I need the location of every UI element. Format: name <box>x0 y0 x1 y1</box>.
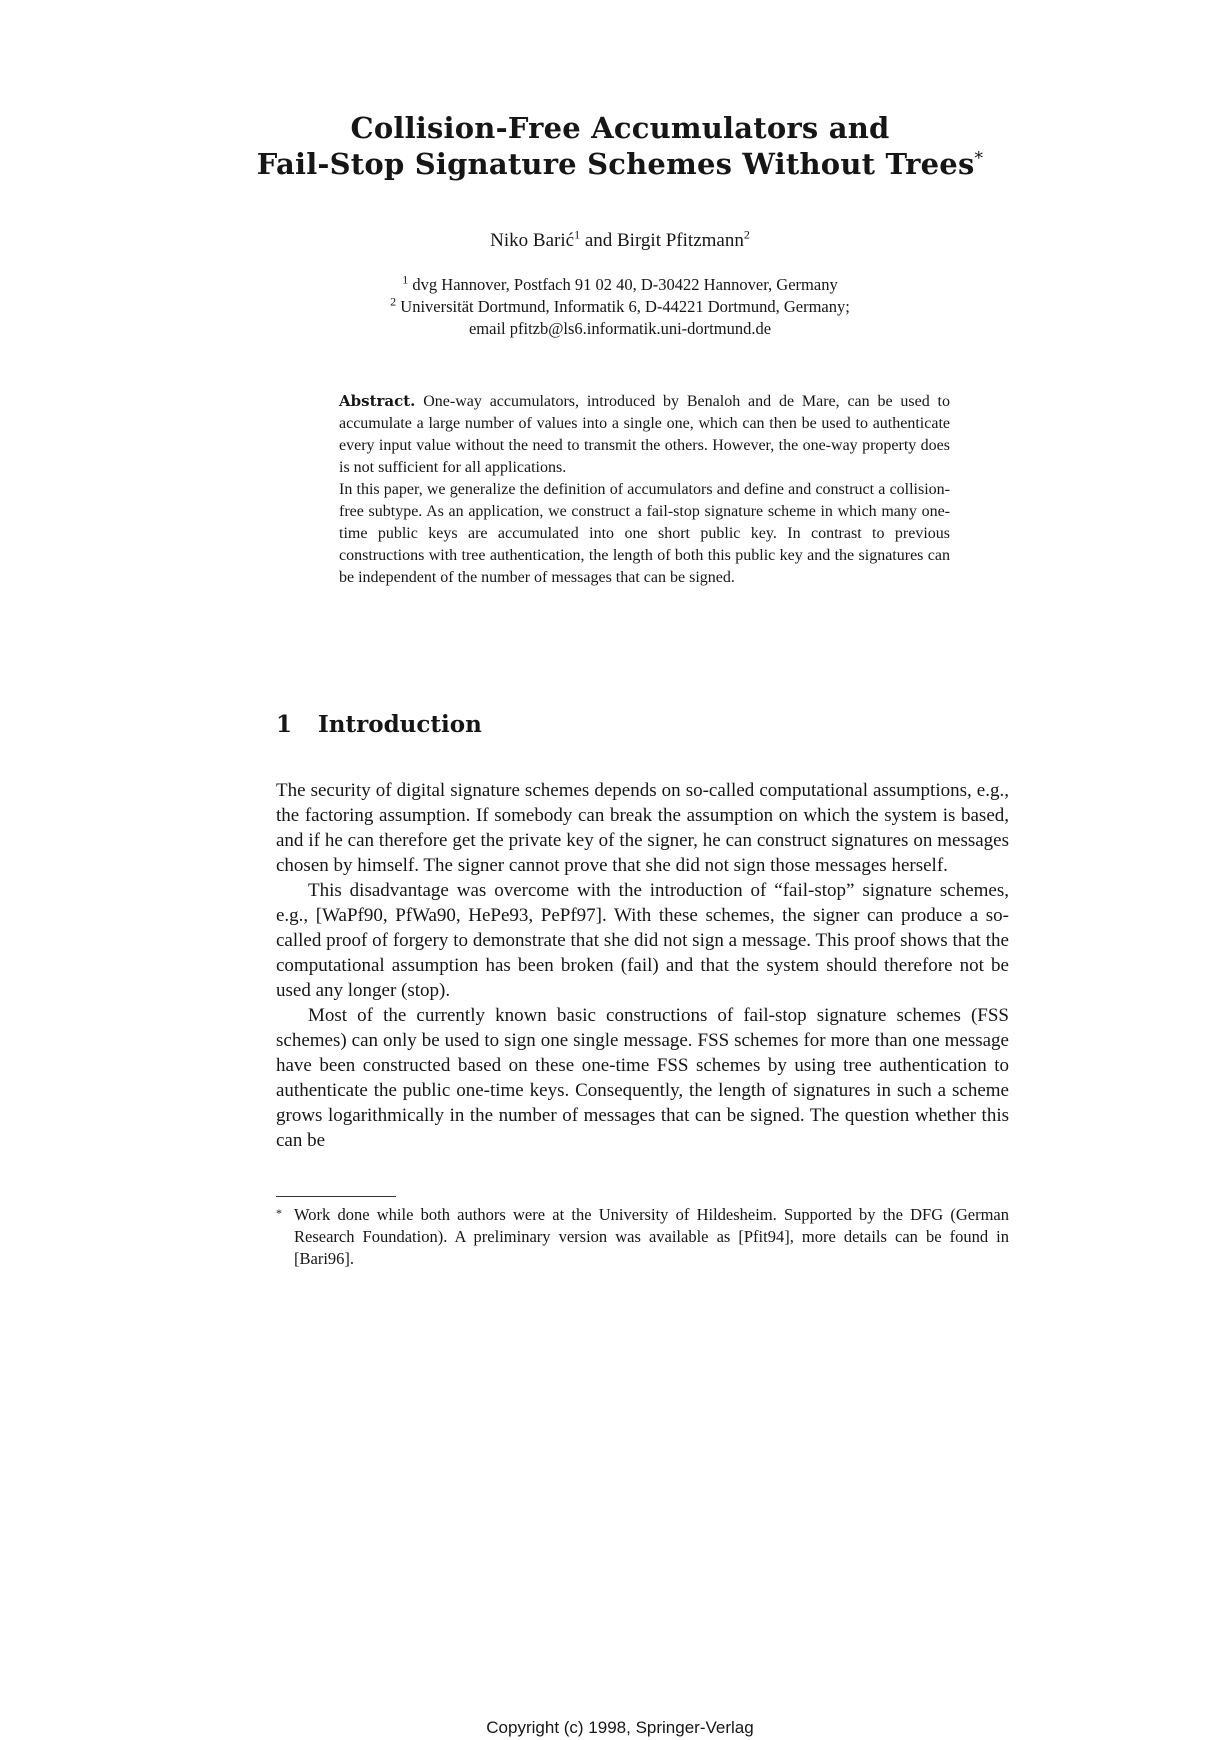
author-1-sup: 1 <box>574 227 581 242</box>
abstract <box>339 390 950 589</box>
affiliation-sup: 1 <box>402 272 409 287</box>
affiliation-line <box>240 296 1000 318</box>
affiliation-line <box>240 318 1000 340</box>
abstract-paragraph-2: In this paper, we generalize the definition of accumulators and define and construct a collision-free subtype. As an application, we construct a fail-stop signature scheme in which many one-time public keys are accumulated into one short public key. In contrast to previous constructions with tree authentication, the length of both this public key and the signatures can be independent of the number of messages that can be signed. <box>339 481 950 586</box>
affiliation-text: Universität Dortmund, Informatik 6, D-44221 Dortmund, Germany; <box>400 297 850 316</box>
abstract-text-1: One-way accumulators, introduced by Benaloh and de Mare, can be used to accumulate a large number of values into a single one, which can then be used to authenticate every input value without the need to transmit the others. However, the one-way property does is not sufficient for all applications. <box>339 393 951 476</box>
affiliation-text: dvg Hannover, Postfach 91 02 40, D-30422 Hannover, Germany <box>412 275 838 294</box>
affiliation-email: email pfitzb@ls6.informatik.uni-dortmund.de <box>468 319 772 338</box>
body-paragraph-1: The security of digital signature schemes depends on so-called computational assumptions, e.g., the factoring assumption. If somebody can break the assumption on which the system is based, and if he can therefore get the private key of the signer, he can construct signatures on messages chosen by himself. The signer cannot prove that she did not sign those messages herself. <box>276 780 1009 876</box>
author-1-name: Niko Barić <box>490 230 575 251</box>
title-line-1: Collision-Free Accumulators and <box>350 111 890 145</box>
abstract-paragraph-1 <box>339 390 950 479</box>
author-conjunction: and <box>584 230 613 251</box>
paper-title <box>240 110 1000 182</box>
title-footnote-mark: * <box>974 148 984 169</box>
author-2-sup: 2 <box>743 227 750 242</box>
affiliation-sup: 2 <box>390 294 397 309</box>
abstract-label: Abstract. <box>339 392 416 410</box>
author-2-name: Birgit Pfitzmann <box>617 230 744 251</box>
affiliations <box>240 274 1000 340</box>
body-paragraph-2: This disadvantage was overcome with the introduction of “fail-stop” signature schemes, e.g., [WaPf90, PfWa90, HePe93, PePf97]. With these schemes, the signer can produce a so-called proof of forgery to demonstrate that she did not sign a message. This proof shows that the computational assumption has been broken (fail) and that the system should therefore not be used any longer (stop). <box>276 880 1009 1001</box>
footnote-mark: * <box>276 1206 282 1220</box>
title-line-2 <box>240 146 1000 182</box>
section-title: Introduction <box>318 711 482 738</box>
copyright-notice: Copyright (c) 1998, Springer-Verlag <box>486 1718 754 1737</box>
footnote <box>276 1204 1009 1270</box>
footnote-divider <box>276 1196 396 1197</box>
body-text <box>276 778 1009 1153</box>
affiliation-line <box>240 274 1000 296</box>
author-line <box>240 229 1000 253</box>
section-number: 1 <box>276 711 293 738</box>
title-line-2-text: Fail-Stop Signature Schemes Without Trees <box>256 147 975 181</box>
section-heading <box>276 710 482 740</box>
footnote-text: Work done while both authors were at the University of Hildesheim. Supported by the DFG (German Research Foundation). A preliminary version was available as [Pfit94], more details can be found in [Bari96]. <box>294 1205 1009 1268</box>
body-paragraph-3: Most of the currently known basic constructions of fail-stop signature schemes (FSS schemes) can only be used to sign one single message. FSS schemes for more than one message have been constructed based on these one-time FSS schemes by using tree authentication to authenticate the public one-time keys. Consequently, the length of signatures in such a scheme grows logarithmically in the number of messages that can be signed. The question whether this can be <box>276 1005 1009 1151</box>
